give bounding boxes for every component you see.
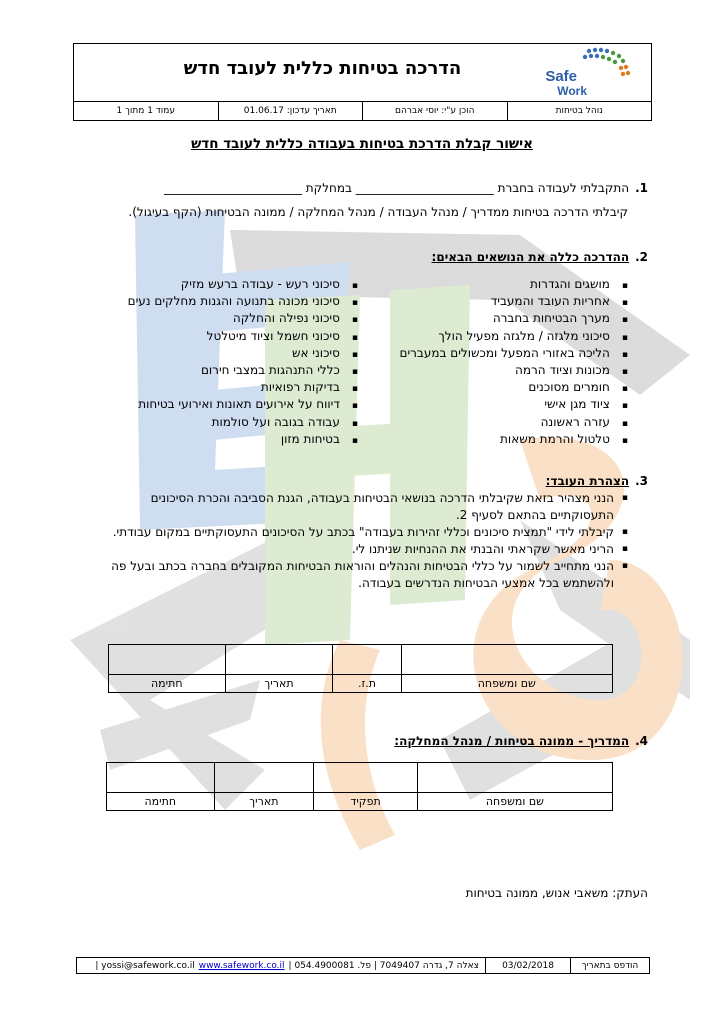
topic-item: ▪ סיכוני מכונה בתנועה והגנות מחלקים נעים [128, 293, 358, 310]
instructor-name-field[interactable] [417, 763, 612, 793]
topic-item: ▪ מכונות וציוד הרמה [399, 362, 628, 379]
employee-table-column-header: חתימה [109, 675, 226, 693]
topic-item: ▪ עזרה ראשונה [399, 414, 628, 431]
header-title: הדרכה בטיחות כללית לעובד חדש [183, 58, 462, 79]
section1-line2: קיבלתי הדרכה בטיחות ממדריך / מנהל העבודה / מנהל המחלקה / ממונה הבטיחות (הקף בעיגול). [128, 205, 628, 219]
topic-item: ▪ סיכוני רעש - עבודה ברעש מזיק [128, 276, 358, 293]
logo-text-work: Work [557, 84, 587, 98]
instructor-table-column-header: חתימה [107, 793, 215, 811]
employee-date-field[interactable] [225, 645, 333, 675]
topic-item: ▪ חומרים מסוכנים [399, 379, 628, 396]
topic-item: ▪ דיווח על אירועים תאונות ואירועי בטיחות [128, 396, 358, 413]
topic-item: ▪ טלטול והרמת משאות [399, 431, 628, 448]
header-update-date: תאריך עדכון: 01.06.17 [218, 102, 363, 120]
topic-item: ▪ אחריות העובד והמעביד [399, 293, 628, 310]
employee-name-field[interactable] [401, 645, 612, 675]
topic-item: ▪ מושגים והגדרות [399, 276, 628, 293]
declaration-item: ▪ הריני מאשר שקראתי והבנתי את ההנחיות שניתנו לי. [108, 541, 628, 558]
employee-declaration-list [108, 490, 628, 592]
topic-item: ▪ סיכוני נפילה והחלקה [128, 310, 358, 327]
instructor-signature-table [106, 762, 613, 811]
section3-heading: הצהרת העובד: [545, 474, 630, 488]
footer-contact [77, 958, 485, 973]
section1-line1 [164, 181, 648, 195]
instructor-date-field[interactable] [214, 763, 314, 793]
safework-logo [545, 46, 645, 98]
section4-number: 4. [635, 734, 648, 748]
section3-number: 3. [635, 474, 648, 488]
instructor-table-column-header: שם ומשפחה [417, 793, 612, 811]
topic-item: ▪ סיכוני אש [128, 345, 358, 362]
copy-line: העתק: משאבי אנוש, ממונה בטיחות [465, 886, 648, 900]
instructor-table-column-header: תאריך [214, 793, 314, 811]
instructor-signature-field[interactable] [107, 763, 215, 793]
footer-email[interactable]: yossi@safework.co.il | [95, 960, 195, 971]
employee-table-column-header: תאריך [225, 675, 333, 693]
instructor-table-column-header: תפקיד [314, 793, 418, 811]
section1-text1: התקבלתי לעבודה בחברת _______________________ במחלקת _______________________ [163, 181, 630, 195]
footer-address: צאלה 7, גדרה 7049407 | פל. 054.4900081 | [288, 960, 479, 971]
header-prepared-by: הוכן ע"י: יוסי אברהם [362, 102, 507, 120]
topic-item: ▪ עבודה בגובה ועל סולמות [128, 414, 358, 431]
section2-heading: ההדרכה כללה את הנושאים הבאים: [431, 250, 630, 264]
employee-signature-field[interactable] [109, 645, 226, 675]
section2-number: 2. [635, 250, 648, 264]
declaration-item: ▪ הנני מתחייב לשמור על כללי הבטיחות והנהלים והוראות הבטיחות המקובלים בחברה בכתב ובעל פה ולהשתמש בכל אמצעי הבטיחות הנדרשים בעבודה. [108, 558, 628, 592]
topic-item: ▪ בטיחות מזון [128, 431, 358, 448]
topics-list-left [128, 276, 358, 448]
header-procedure: נוהל בטיחות [507, 102, 652, 120]
instructor-role-field[interactable] [314, 763, 418, 793]
section3-heading-line [546, 474, 648, 488]
employee-signature-table [108, 644, 613, 693]
section2-heading-line [432, 250, 648, 264]
topic-item: ▪ מערך הבטיחות בחברה [399, 310, 628, 327]
document-header [73, 43, 652, 121]
employee-id-field[interactable] [333, 645, 401, 675]
footer-website-link[interactable]: www.safework.co.il [198, 960, 285, 971]
topics-list-right [399, 276, 628, 448]
section4-heading: המדריך - ממונה בטיחות / מנהל המחלקה: [394, 734, 630, 748]
footer-printed-date: 03/02/2018 [485, 958, 570, 973]
section4-heading-line [394, 734, 648, 748]
declaration-item: ▪ הנני מצהיר בזאת שקיבלתי הדרכה בנושאי הבטיחות בעבודה, הגנת הסביבה והכרת הסיכונים התעסוקתיים בהתאם לסעיף 2. [108, 490, 628, 524]
main-title: אישור קבלת הדרכת בטיחות בעבודה כללית לעובד חדש [191, 136, 533, 152]
logo-text-safe: Safe [545, 68, 577, 85]
topic-item: ▪ סיכוני חשמל וציוד מיטלטל [128, 328, 358, 345]
topic-item: ▪ בדיקות רפואיות [128, 379, 358, 396]
section1-number: 1. [635, 181, 648, 195]
topic-item: ▪ כללי התנהגות במצבי חירום [128, 362, 358, 379]
header-info-row [74, 101, 651, 120]
employee-table-column-header: שם ומשפחה [401, 675, 612, 693]
topic-item: ▪ סיכוני מלגזה / מלגזה מפעיל הולך [399, 328, 628, 345]
footer-printed-label: הודפס בתאריך [570, 958, 649, 973]
topic-item: ▪ ציוד מגן אישי [399, 396, 628, 413]
header-page-number: עמוד 1 מתוך 1 [116, 106, 175, 116]
document-footer [76, 957, 650, 974]
employee-table-column-header: ת.ז. [333, 675, 401, 693]
topic-item: ▪ הליכה באזורי המפעל ומכשולים במעברים [399, 345, 628, 362]
declaration-item: ▪ קיבלתי לידי "תמצית סיכונים וכללי זהירות בעבודה" בכתב על הסיכונים התעסוקתיים במקום עבודתי. [108, 524, 628, 541]
